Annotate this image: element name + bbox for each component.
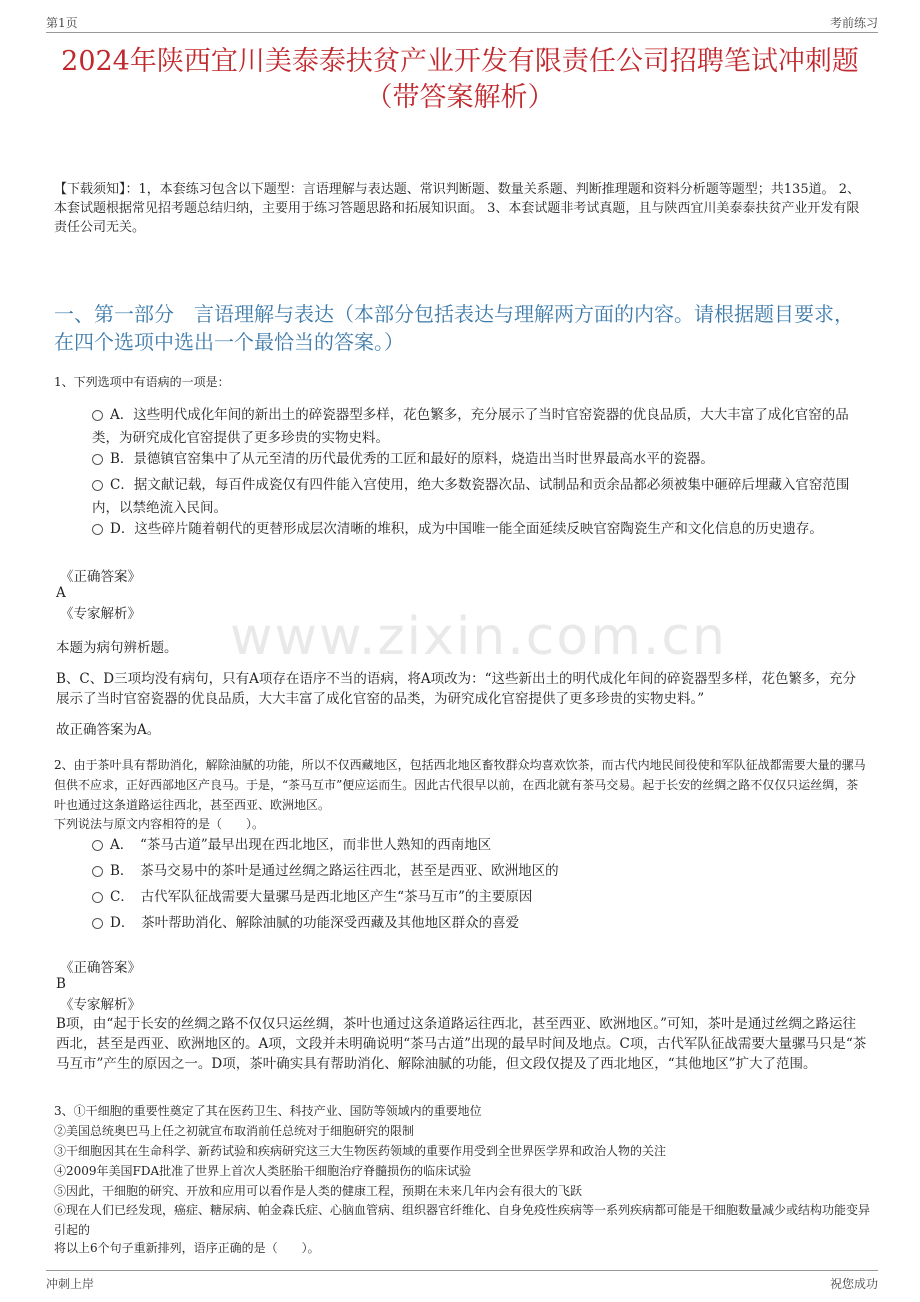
q1-option-d[interactable] [92, 518, 872, 541]
q1-option-a[interactable] [92, 404, 872, 450]
q2-answer: B [56, 976, 66, 992]
q2-answer-label: 《正确答案》 [60, 960, 141, 976]
option-text: A．这些明代成化年间的新出土的碎瓷器型多样，花色繁多，充分展示了当时官窑瓷器的优良品质，大大丰富了成化官窑的品类，为研究成化官窑提供了更多珍贵的实物史料。 [92, 407, 849, 446]
download-notice: 【下载须知】：1，本套练习包含以下题型：言语理解与表达题、常识判断题、数量关系题、判断推理题和资料分析题等题型；共135道。 2、本套试题根据常见招考题总结归纳，主要用于练习答题思路和拓展知识面。 3、本套试题非考试真题，且与陕西宜川美泰泰扶贫产业开发有限责任公司无关。 [54, 182, 860, 235]
q3-line: ②美国总统奥巴马上任之初就宣布取消前任总统对于细胞研究的限制 [54, 1124, 415, 1138]
option-text: D． 茶叶帮助消化、解除油腻的功能深受西藏及其他地区群众的喜爱 [110, 915, 520, 931]
q1-answer: A [56, 585, 66, 601]
radio-icon[interactable] [92, 918, 103, 929]
q1-analysis-line: 本题为病句辨析题。 [56, 640, 178, 656]
radio-icon[interactable] [92, 480, 103, 491]
question-2-prompt: 下列说法与原文内容相符的是（ ）。 [54, 817, 265, 831]
q3-line: ⑥现在人们已经发现，癌症、糖尿病、帕金森氏症、心脑血管病、组织器官纤维化、自身免疫性疾病等一系列疾病都可能是干细胞数量减少或结构功能变异引起的 [54, 1203, 871, 1237]
header-tag: 考前练习 [829, 16, 878, 30]
question-1-stem: 1、下列选项中有语病的一项是： [54, 375, 230, 389]
radio-icon[interactable] [92, 524, 103, 535]
q1-option-c[interactable] [92, 474, 872, 520]
section-heading: 一、第一部分 言语理解与表达（本部分包括表达与理解两方面的内容。请根据题目要求，在四个选项中选出一个最恰当的答案。） [54, 302, 854, 354]
watermark: www.zixin.com.cn [230, 607, 727, 667]
q2-option-a[interactable] [92, 834, 872, 857]
q3-line: ⑤因此，干细胞的研究、开放和应用可以看作是人类的健康工程，预期在未来几年内会有很大的飞跃 [54, 1184, 583, 1198]
q1-answer-label: 《正确答案》 [60, 569, 141, 585]
q2-option-c[interactable] [92, 886, 872, 909]
option-text: C． 古代军队征战需要大量骡马是西北地区产生“茶马互市”的主要原因 [110, 889, 533, 905]
radio-icon[interactable] [92, 410, 103, 421]
q1-analysis-line: 故正确答案为A。 [56, 722, 161, 738]
q3-line: 3、①干细胞的重要性奠定了其在医药卫生、科技产业、国防等领域内的重要地位 [54, 1104, 482, 1118]
footer-left: 冲刺上岸 [46, 1277, 95, 1291]
footer-right: 祝您成功 [829, 1277, 878, 1291]
option-text: B．景德镇官窑集中了从元至清的历代最优秀的工匠和最好的原料，烧造出当时世界最高水平的瓷器。 [110, 451, 714, 467]
page-number: 第1页 [46, 16, 78, 30]
page-header [46, 12, 878, 33]
option-text: D．这些碎片随着朝代的更替形成层次清晰的堆积，成为中国唯一能全面延续反映官窑陶瓷生产和文化信息的历史遗存。 [110, 521, 823, 537]
option-text: A． “茶马古道”最早出现在西北地区，而非世人熟知的西南地区 [110, 837, 492, 853]
radio-icon[interactable] [92, 892, 103, 903]
q3-prompt: 将以上6个句子重新排列，语序正确的是（ ）。 [54, 1241, 320, 1255]
radio-icon[interactable] [92, 866, 103, 877]
option-text: B． 茶马交易中的茶叶是通过丝绸之路运往西北，甚至是西亚、欧洲地区的 [110, 863, 559, 879]
q2-analysis: B项，由“起于长安的丝绸之路不仅仅只运丝绸，茶叶也通过这条道路运往西北，甚至西亚、欧洲地区。”可知，茶叶是通过丝绸之路运往西北，甚至是西亚、欧洲地区的。A项，文段并未明确说明“茶马古道”出现的最早时间及地点。C项，古代军队征战需要大量骡马只是“茶马互市”产生的原因之一。D项，茶叶确实具有帮助消化、解除油腻的功能，但文段仅提及了西北地区，“其他地区”扩大了范围。 [56, 1016, 867, 1072]
page-footer [46, 1270, 878, 1293]
radio-icon[interactable] [92, 454, 103, 465]
radio-icon[interactable] [92, 840, 103, 851]
q1-analysis-line: B、C、D三项均没有病句，只有A项存在语序不当的语病，将A项改为：“这些新出土的明代成化年间的碎瓷器型多样，花色繁多，充分展示了当时官窑瓷器的优良品质，大大丰富了成化官窑的品类，为研究成化官窑提供了更多珍贵的实物史料。” [56, 671, 856, 707]
q1-option-b[interactable] [92, 448, 872, 471]
q2-option-d[interactable] [92, 912, 872, 935]
q3-line: ④2009年美国FDA批准了世界上首次人类胚胎干细胞治疗脊髓损伤的临床试验 [54, 1164, 472, 1178]
question-2-stem: 2、由于茶叶具有帮助消化，解除油腻的功能，所以不仅西藏地区，包括西北地区畜牧群众均喜欢饮茶，而古代内地民间役使和军队征战都需要大量的骡马但供不应求，正好西部地区产良马。于是，“茶马互市”便应运而生。因此古代很早以前，在西北就有茶马交易。起于长安的丝绸之路不仅仅只运丝绸，茶叶也通过这条道路运往西北，甚至西亚、欧洲地区。 [54, 758, 866, 812]
q2-analysis-label: 《专家解析》 [60, 997, 141, 1013]
document-title: 2024年陕西宜川美泰泰扶贫产业开发有限责任公司招聘笔试冲刺题（带答案解析） [61, 46, 859, 113]
q2-option-b[interactable] [92, 860, 872, 883]
q1-analysis-label: 《专家解析》 [60, 606, 141, 622]
option-text: C．据文献记载，每百件成瓷仅有四件能入宫使用，绝大多数瓷器次品、试制品和贡余品都必须被集中砸碎后埋藏入官窑范围内，以禁绝流入民间。 [92, 477, 850, 516]
q3-line: ③干细胞因其在生命科学、新药试验和疾病研究这三大生物医药领域的重要作用受到全世界医学界和政治人物的关注 [54, 1144, 667, 1158]
